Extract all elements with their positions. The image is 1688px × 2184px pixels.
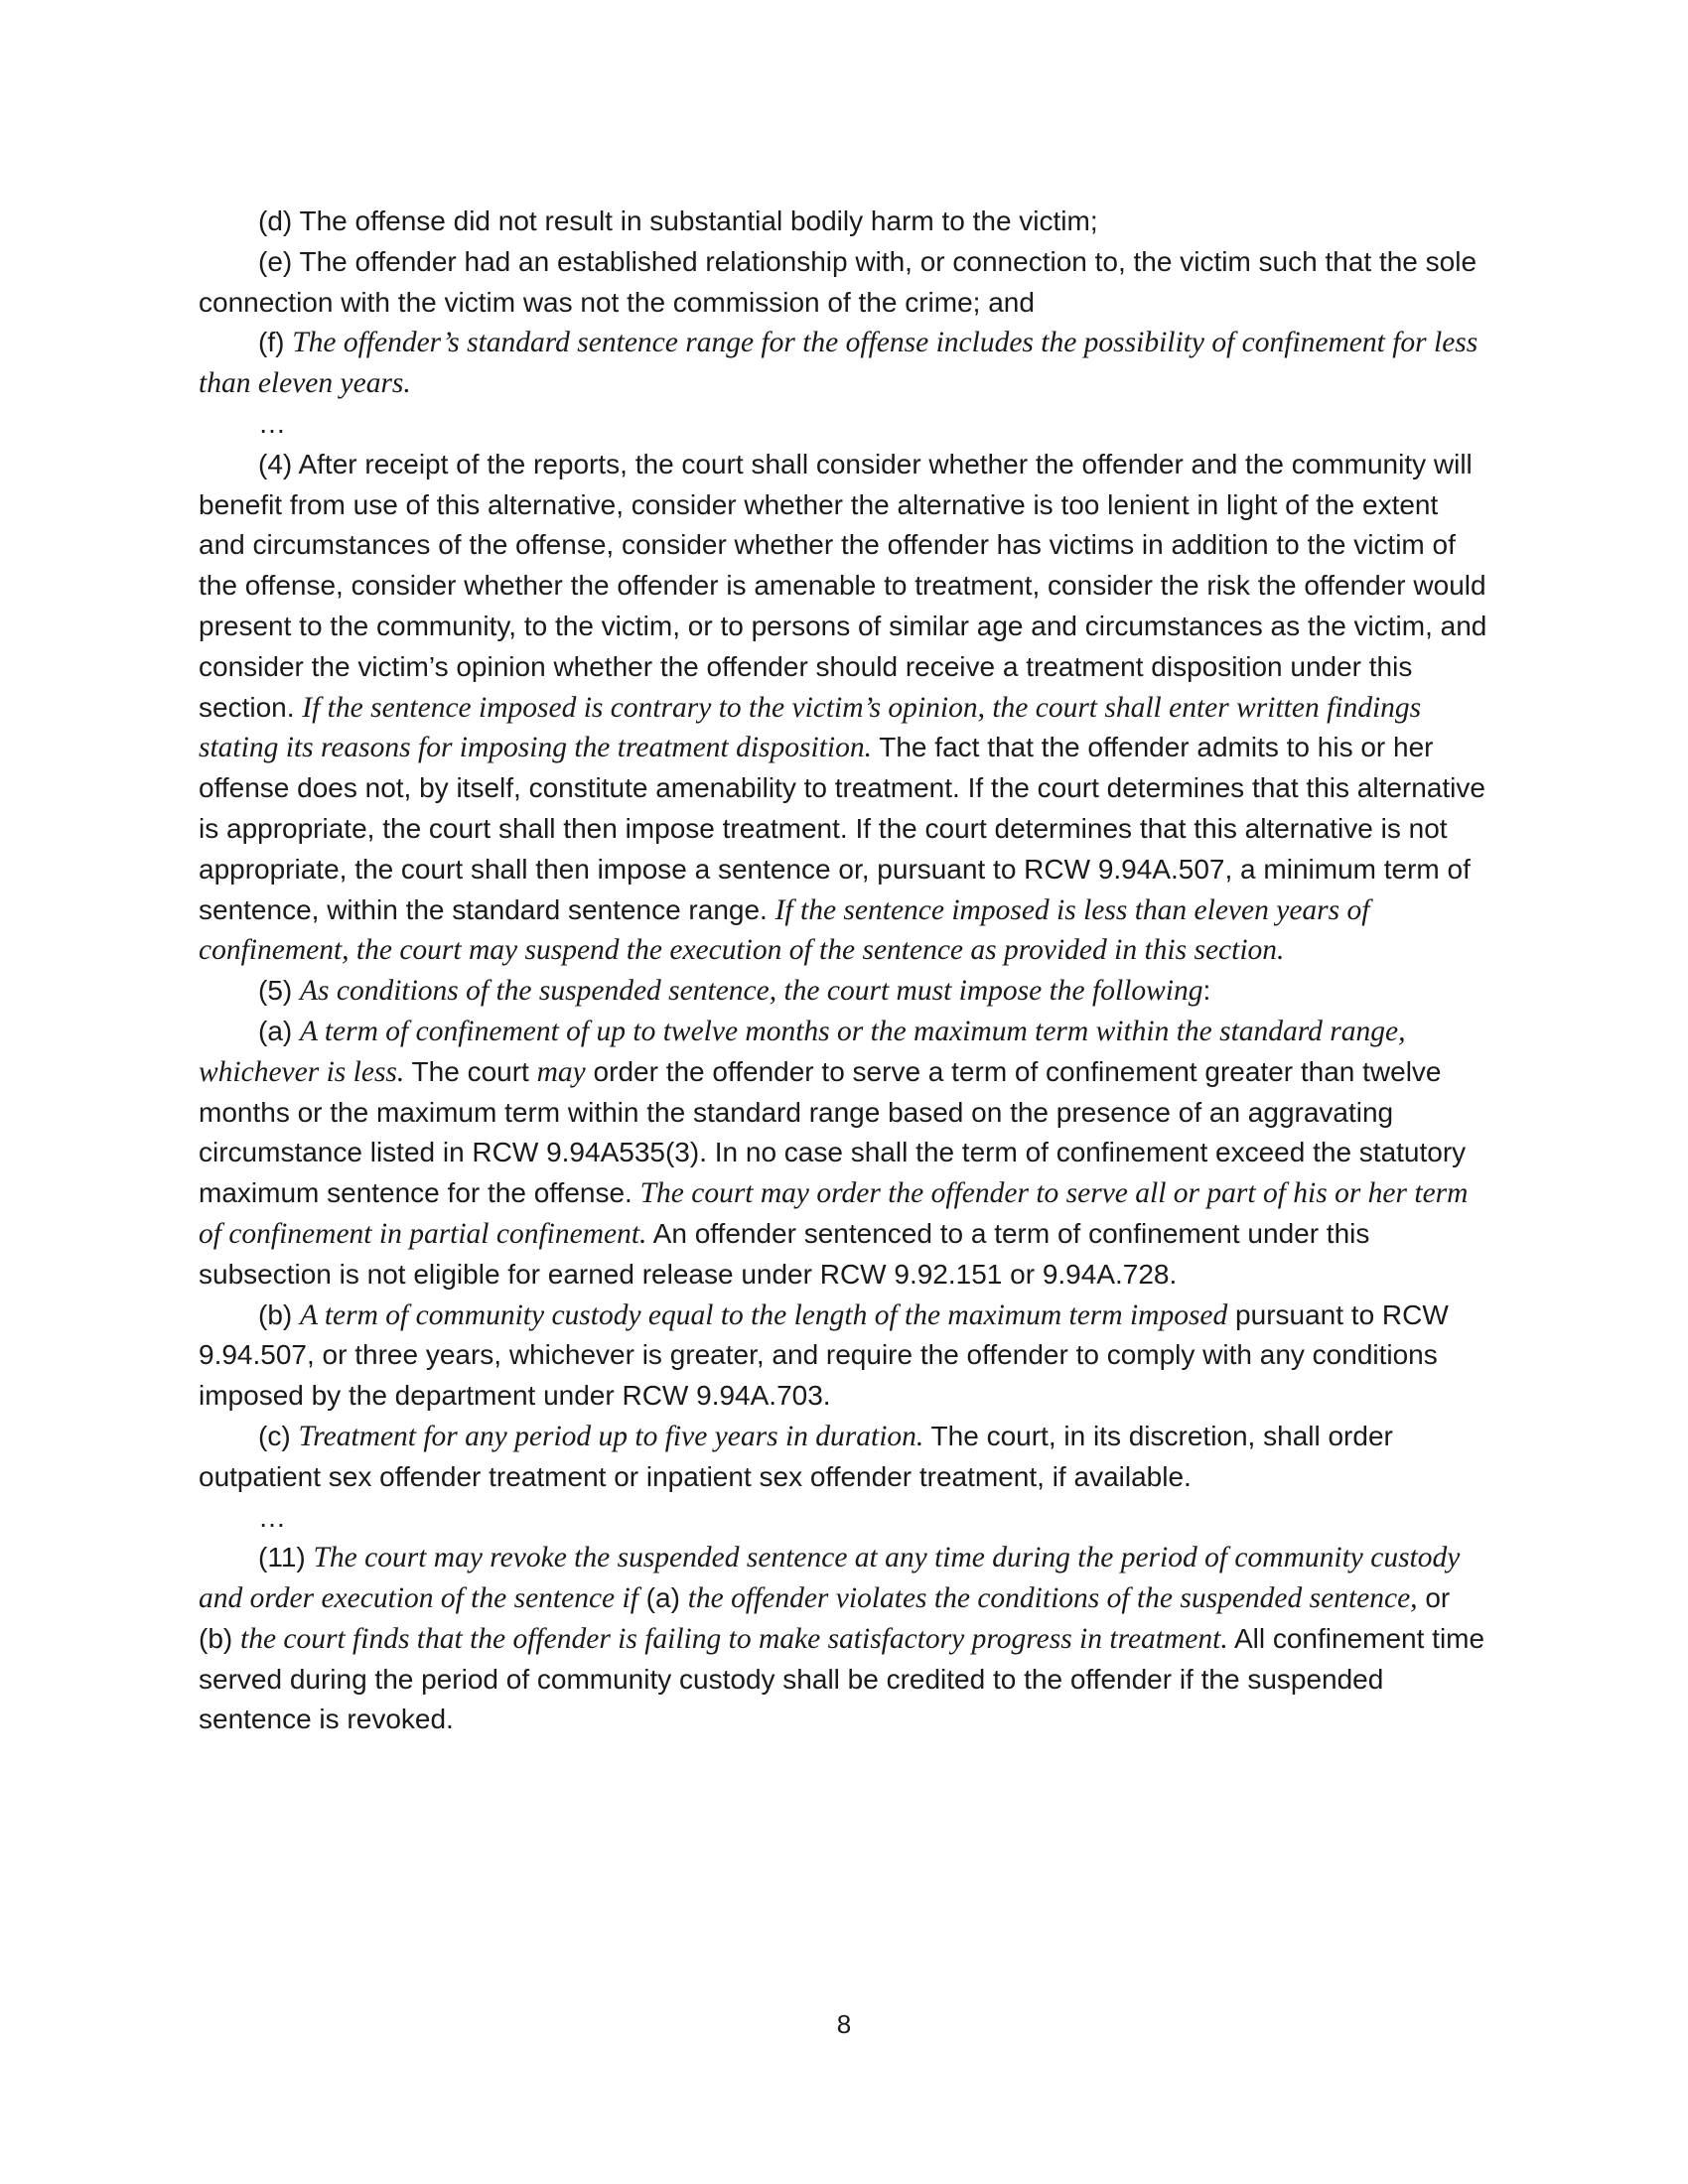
text-run: order the offender to serve a term of confinement greater than twelve months or the maximum term within the standard range based on the presence of an aggravating circumstance listed in RCW 9.94A535(3). In no case shall the term of confinement exceed the statutory maximum sentence for the offense. <box>199 1055 1467 1209</box>
paragraph-4 <box>199 445 1489 971</box>
paragraph-ellipsis-2 <box>199 1498 1489 1539</box>
paragraph-e <box>199 242 1489 324</box>
text-run: (e) The offender had an established relationship with, or connection to, the victim such that the sole connection with the victim was not the commission of the crime; and <box>199 245 1477 318</box>
text-run: (11) <box>258 1542 314 1573</box>
text-run: … <box>258 1501 286 1533</box>
text-run: (5) <box>258 975 300 1007</box>
paragraph-5a <box>199 1012 1489 1296</box>
paragraph-5 <box>199 971 1489 1012</box>
italic-text: The court may revoke the suspended sentence at any time during the period of community custody and order execution of the sentence if <box>199 1542 1461 1615</box>
text-run: The court, in its discretion, shall order outpatient sex offender treatment or inpatient sex offender treatment, if available. <box>199 1420 1393 1492</box>
italic-text: The offender’s standard sentence range for the offense includes the possibility of confinement for less than eleven years. <box>199 327 1478 400</box>
text-run: (4) After receipt of the reports, the court shall consider whether the offender and the community will benefit from use of this alternative, consider whether the alternative is too lenient in light of the extent and circumstances of the offense, consider whether the offender has victims in addition to the victim of the offense, consider whether the offender is amenable to treatment, consider the risk the offender would present to the community, to the victim, or to persons of similar age and circumstances as the victim, and consider the victim’s opinion whether the offender should receive a treatment disposition under this section. <box>199 448 1487 723</box>
italic-text: The court may order the offender to serve all or part of his or her term of confinement in partial confinement. <box>199 1177 1469 1250</box>
italic-text: A term of confinement of up to twelve months or the maximum term within the standard range, whichever is less. <box>199 1015 1406 1088</box>
text-run: The court <box>404 1055 537 1087</box>
italic-text: may <box>536 1055 586 1088</box>
page-number: 8 <box>836 2009 852 2039</box>
paragraph-11 <box>199 1538 1489 1740</box>
text-run: (a) <box>258 1015 300 1046</box>
italic-text: As conditions of the suspended sentence, the court must impose the following <box>300 975 1203 1008</box>
paragraph-d <box>199 202 1489 242</box>
italic-text: the court finds that the offender is failing to make satisfactory progress in treatment. <box>240 1622 1228 1655</box>
text-run: (a) <box>637 1582 688 1614</box>
text-run: (f) <box>258 327 293 358</box>
italic-text: A term of community custody equal to the length of the maximum term imposed <box>300 1298 1228 1331</box>
paragraph-5b <box>199 1296 1489 1417</box>
paragraph-ellipsis-1 <box>199 404 1489 445</box>
paragraph-5c <box>199 1417 1489 1498</box>
text-run: (b) <box>258 1298 300 1330</box>
text-run: or (b) <box>199 1582 1451 1654</box>
text-run: (d) The offense did not result in substantial bodily harm to the victim; <box>258 205 1098 236</box>
text-run: The fact that the offender admits to his or her offense does not, by itself, constitute amenability to treatment. If the court determines that this alternative is appropriate, the court shall then impose treatment. If the court determines that this alternative is not appropriate, the court shall then impose a sentence or, pursuant to RCW 9.94A.507, a minimum term of sentence, within the standard sentence range. <box>199 732 1485 925</box>
italic-text: Treatment for any period up to five years in duration. <box>298 1420 924 1452</box>
paragraph-f <box>199 323 1489 404</box>
document-body <box>199 202 1489 1740</box>
text-run: (c) <box>258 1420 299 1451</box>
italic-text: the offender violates the conditions of the suspended sentence, <box>687 1582 1418 1615</box>
italic-text: If the sentence imposed is less than eleven years of confinement, the court may suspend the execution of the sentence as provided in this section. <box>199 893 1370 967</box>
text-run: An offender sentenced to a term of confinement under this subsection is not eligible for earned release under RCW 9.92.151 or 9.94A.728. <box>199 1217 1370 1290</box>
text-run: : <box>1202 975 1211 1007</box>
text-run: pursuant to RCW 9.94.507, or three years, whichever is greater, and require the offender to comply with any conditions imposed by the department under RCW 9.94A.703. <box>199 1298 1449 1412</box>
italic-text: If the sentence imposed is contrary to the victim’s opinion, the court shall enter written findings stating its reasons for imposing the treatment disposition. <box>199 691 1422 764</box>
text-run: All confinement time served during the period of community custody shall be credited to the offender if the suspended sentence is revoked. <box>199 1622 1485 1735</box>
text-run: … <box>258 407 286 439</box>
